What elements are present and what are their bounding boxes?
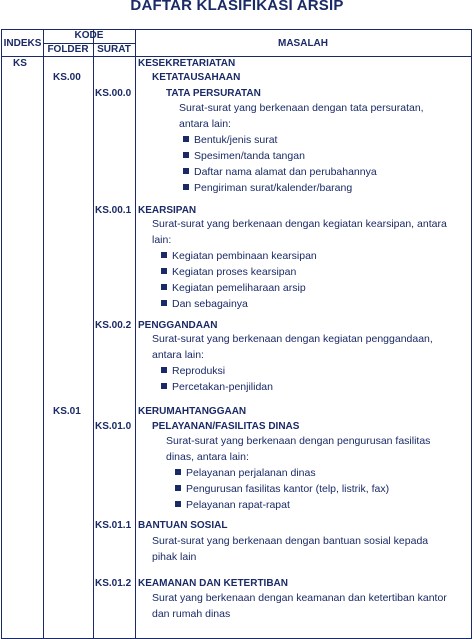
description-line: antara lain: bbox=[179, 118, 231, 130]
square-bullet-icon bbox=[161, 300, 167, 306]
heading: KEARSIPAN bbox=[138, 205, 197, 216]
list-item bbox=[183, 132, 277, 148]
list-item-label: Pengurusan fasilitas kantor (telp, listrik, fax) bbox=[186, 483, 390, 495]
heading: KETATAUSAHAAN bbox=[152, 72, 241, 83]
square-bullet-icon bbox=[183, 168, 189, 174]
list-item bbox=[161, 296, 248, 312]
list-item-label: Percetakan-penjilidan bbox=[172, 381, 273, 393]
heading: KEAMANAN DAN KETERTIBAN bbox=[138, 578, 288, 589]
heading: BANTUAN SOSIAL bbox=[138, 520, 228, 531]
square-bullet-icon bbox=[175, 485, 181, 491]
list-item-label: Kegiatan pemeliharaan arsip bbox=[172, 282, 306, 294]
surat-code: KS.00.0 bbox=[95, 88, 132, 99]
description-line: antara lain: bbox=[152, 349, 204, 361]
heading: KERUMAHTANGGAAN bbox=[138, 406, 247, 417]
description-line: Surat-surat yang berkenaan dengan kegiatan penggandaan, bbox=[152, 333, 433, 345]
square-bullet-icon bbox=[175, 501, 181, 507]
description-line: Surat-surat yang berkenaan dengan kegiatan kearsipan, antara bbox=[152, 218, 447, 230]
description-line: pihak lain bbox=[152, 551, 197, 563]
folder-code: KS.01 bbox=[53, 406, 81, 417]
list-item-label: Daftar nama alamat dan perubahannya bbox=[194, 166, 377, 178]
list-item bbox=[183, 148, 305, 164]
header-indeks: INDEKS bbox=[3, 38, 42, 49]
list-item bbox=[175, 465, 316, 481]
surat-code: KS.01.1 bbox=[95, 520, 132, 531]
surat-code: KS.00.1 bbox=[95, 205, 132, 216]
surat-code: KS.00.2 bbox=[95, 320, 132, 331]
list-item bbox=[175, 497, 290, 513]
square-bullet-icon bbox=[161, 252, 167, 258]
list-item-label: Bentuk/jenis surat bbox=[194, 134, 278, 146]
list-item-label: Kegiatan proses kearsipan bbox=[172, 266, 297, 278]
description-line: Surat-surat yang berkenaan dengan tata persuratan, bbox=[179, 102, 424, 114]
list-item bbox=[161, 264, 296, 280]
description-line: dinas, antara lain: bbox=[166, 451, 249, 463]
header-divider bbox=[2, 56, 471, 57]
column-divider bbox=[135, 30, 136, 638]
header-masalah: MASALAH bbox=[278, 38, 328, 49]
list-item-label: Dan sebagainya bbox=[172, 298, 248, 310]
list-item bbox=[161, 379, 273, 395]
list-item-label: Spesimen/tanda tangan bbox=[194, 150, 305, 162]
description-line: Surat-surat yang berkenaan dengan pengurusan fasilitas bbox=[166, 435, 431, 447]
list-item-label: Pengiriman surat/kalender/barang bbox=[194, 182, 353, 194]
list-item bbox=[183, 164, 377, 180]
square-bullet-icon bbox=[161, 268, 167, 274]
list-item bbox=[183, 180, 352, 196]
square-bullet-icon bbox=[183, 184, 189, 190]
list-item-label: Reproduksi bbox=[172, 365, 226, 377]
page-title: DAFTAR KLASIFIKASI ARSIP bbox=[130, 0, 344, 14]
header-surat: SURAT bbox=[97, 44, 131, 55]
heading: TATA PERSURATAN bbox=[166, 88, 261, 99]
column-divider bbox=[43, 30, 44, 638]
square-bullet-icon bbox=[161, 367, 167, 373]
square-bullet-icon bbox=[161, 284, 167, 290]
description-line: lain: bbox=[152, 234, 172, 246]
header-kode: KODE bbox=[74, 30, 104, 41]
heading: KESEKRETARIATAN bbox=[138, 58, 236, 69]
list-item-label: Pelayanan perjalanan dinas bbox=[186, 467, 316, 479]
heading: PELAYANAN/FASILITAS DINAS bbox=[152, 421, 300, 432]
square-bullet-icon bbox=[175, 469, 181, 475]
list-item bbox=[161, 363, 225, 379]
list-item bbox=[161, 280, 306, 296]
folder-code: KS.00 bbox=[53, 72, 81, 83]
surat-code: KS.01.2 bbox=[95, 578, 132, 589]
square-bullet-icon bbox=[183, 152, 189, 158]
square-bullet-icon bbox=[161, 383, 167, 389]
column-divider bbox=[93, 30, 94, 638]
surat-code: KS.01.0 bbox=[95, 421, 132, 432]
list-item bbox=[175, 481, 389, 497]
description-line: Surat-surat yang berkenaan dengan bantuan sosial kepada bbox=[152, 535, 429, 547]
heading: PENGGANDAAN bbox=[138, 320, 218, 331]
list-item-label: Pelayanan rapat-rapat bbox=[186, 499, 290, 511]
list-item-label: Kegiatan pembinaan kearsipan bbox=[172, 250, 317, 262]
list-item bbox=[161, 248, 317, 264]
description-line: dan rumah dinas bbox=[152, 608, 231, 620]
square-bullet-icon bbox=[183, 136, 189, 142]
indeks-value: KS bbox=[13, 58, 27, 69]
classification-table bbox=[1, 29, 472, 639]
header-folder: FOLDER bbox=[47, 44, 89, 55]
description-line: Surat yang berkenaan dengan keamanan dan ketertiban kantor bbox=[152, 592, 447, 604]
